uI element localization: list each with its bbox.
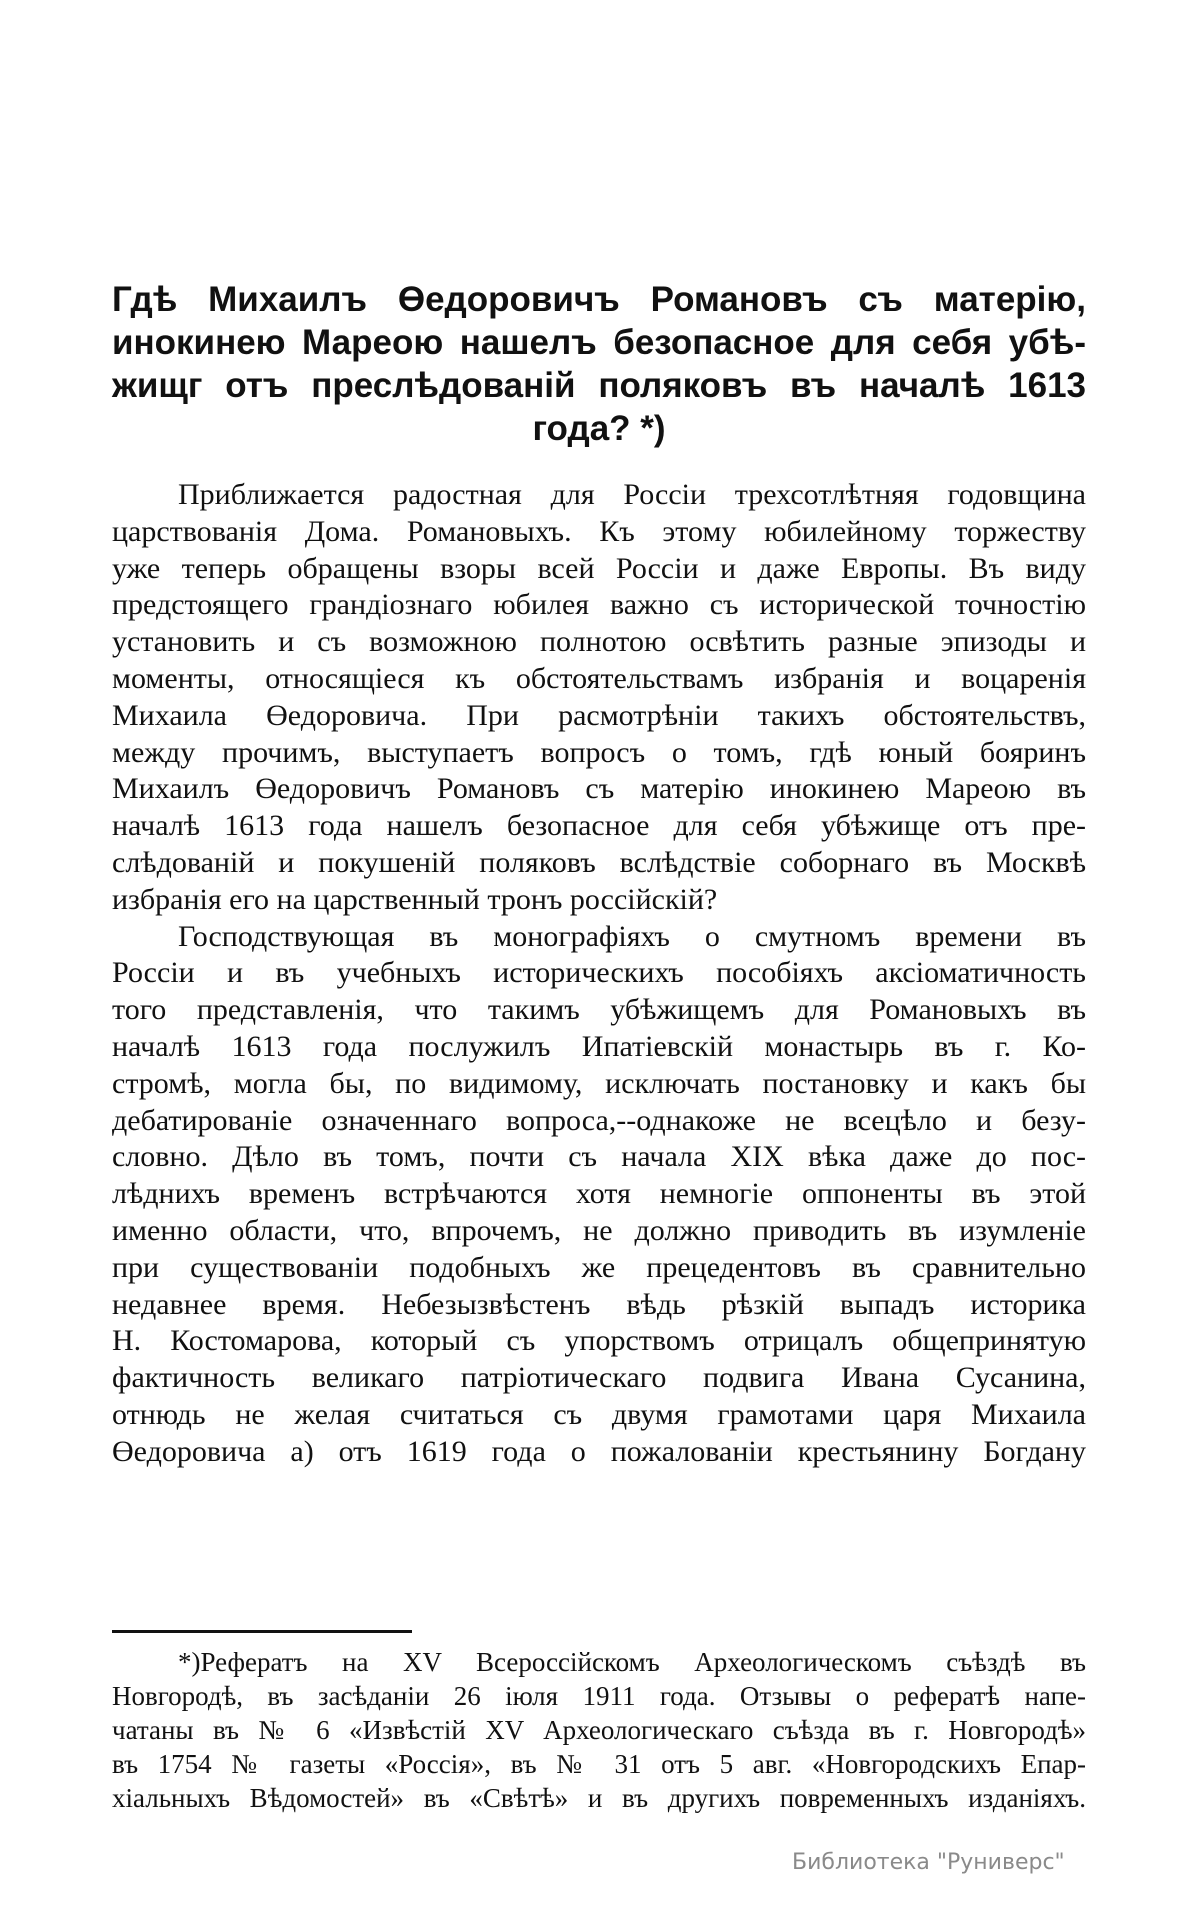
body-line: словно. Дѣло въ томъ, почти съ начала XIX вѣка даже до пос- (112, 1140, 1086, 1174)
body-line: между прочимъ, выступаетъ вопросъ о томъ, гдѣ юный бояринъ (112, 735, 1086, 769)
body-line: недавнее время. Небезызвѣстенъ вѣдь рѣзкій выпадъ историка (112, 1287, 1086, 1321)
footnote-divider (112, 1630, 412, 1633)
body-line: лѣднихъ временъ встрѣчаются хотя немногіе оппоненты въ этой (112, 1177, 1086, 1211)
footnote-line: въ 1754 № газеты «Россія», въ № 31 отъ 5 авг. «Новгородскихъ Епар- (112, 1749, 1086, 1779)
footnote-line: *)Рефератъ на XV Всероссійскомъ Археологическомъ съѣздѣ въ (178, 1647, 1086, 1677)
body-line: стромѣ, могла бы, по видимому, исключать постановку и какъ бы (112, 1066, 1086, 1100)
body-line: Россіи и въ учебныхъ историческихъ пособіяхъ аксіоматичность (112, 956, 1086, 990)
body-line: отнюдь не желая считаться съ двумя грамотами царя Михаила (112, 1398, 1086, 1431)
body-line: того представленія, что такимъ убѣжищемъ для Романовыхъ въ (112, 993, 1086, 1027)
title-line: инокинею Мареою нашелъ безопасное для себя убѣ- (112, 323, 1086, 362)
body-line: Михаила Өедоровича. При расмотрѣніи такихъ обстоятельствъ, (112, 698, 1086, 732)
body-line: Н. Костомарова, который съ упорствомъ отрицалъ общепринятую (112, 1324, 1086, 1358)
body-line: установить и съ возможною полнотою освѣтить разные эпизоды и (112, 625, 1086, 659)
body-line: при существованіи подобныхъ же прецедентовъ въ сравнительно (112, 1250, 1086, 1284)
title-line: Гдѣ Михаилъ Өедоровичъ Романовъ съ матерію, (112, 280, 1086, 319)
body-line: слѣдованій и покушеній поляковъ вслѣдствіе соборнаго въ Москвѣ (112, 846, 1086, 879)
body-line: царствованія Дома. Романовыхъ. Къ этому юбилейному торжеству (112, 514, 1086, 548)
body-line: Өедоровича а) отъ 1619 года о пожалованіи крестьянину Богдану (112, 1434, 1086, 1468)
body-line: началѣ 1613 года послужилъ Ипатіевскій монастырь въ г. Ко- (112, 1030, 1086, 1063)
body-line: предстоящего грандіознаго юбилея важно съ исторической точностію (112, 588, 1086, 622)
footnote-line: чатаны въ № 6 «Извѣстій XV Археологическаго съѣзда въ г. Новгородѣ» (112, 1715, 1086, 1745)
body-line: фактичность великаго патріотическаго подвига Ивана Сусанина, (112, 1361, 1086, 1395)
title-line: года? *) (532, 409, 666, 448)
body-line: уже теперь обращены взоры всей Россіи и даже Европы. Въ виду (112, 551, 1086, 585)
body-line: началѣ 1613 года нашелъ безопасное для себя убѣжище отъ пре- (112, 809, 1086, 843)
footnote-line: хіальныхъ Вѣдомостей» въ «Свѣтѣ» и въ другихъ повременныхъ изданіяхъ. (112, 1783, 1086, 1813)
body-line: моменты, относящіеся къ обстоятельствамъ избранія и воцаренія (112, 662, 1086, 695)
footnote-line: Новгородѣ, въ засѣданіи 26 іюля 1911 года. Отзывы о рефератѣ напе- (112, 1681, 1086, 1711)
body-line: именно области, что, впрочемъ, не должно приводить въ изумленіе (112, 1214, 1086, 1247)
library-watermark: Библиотека "Руниверс" (792, 1850, 1065, 1875)
body-line: избранія его на царственный тронъ россійскій? (112, 882, 718, 916)
body-line: Приближается радостная для Россіи трехсотлѣтняя годовщина (178, 478, 1086, 511)
body-line: дебатированіе означеннаго вопроса,--однакоже не всецѣло и безу- (112, 1103, 1086, 1137)
body-line: Михаилъ Өедоровичъ Романовъ съ матерію инокинею Мареою въ (112, 772, 1086, 806)
body-line: Господствующая въ монографіяхъ о смутномъ времени въ (178, 919, 1086, 953)
title-line: жищг отъ преслѣдованій поляковъ въ началѣ 1613 (112, 366, 1086, 405)
